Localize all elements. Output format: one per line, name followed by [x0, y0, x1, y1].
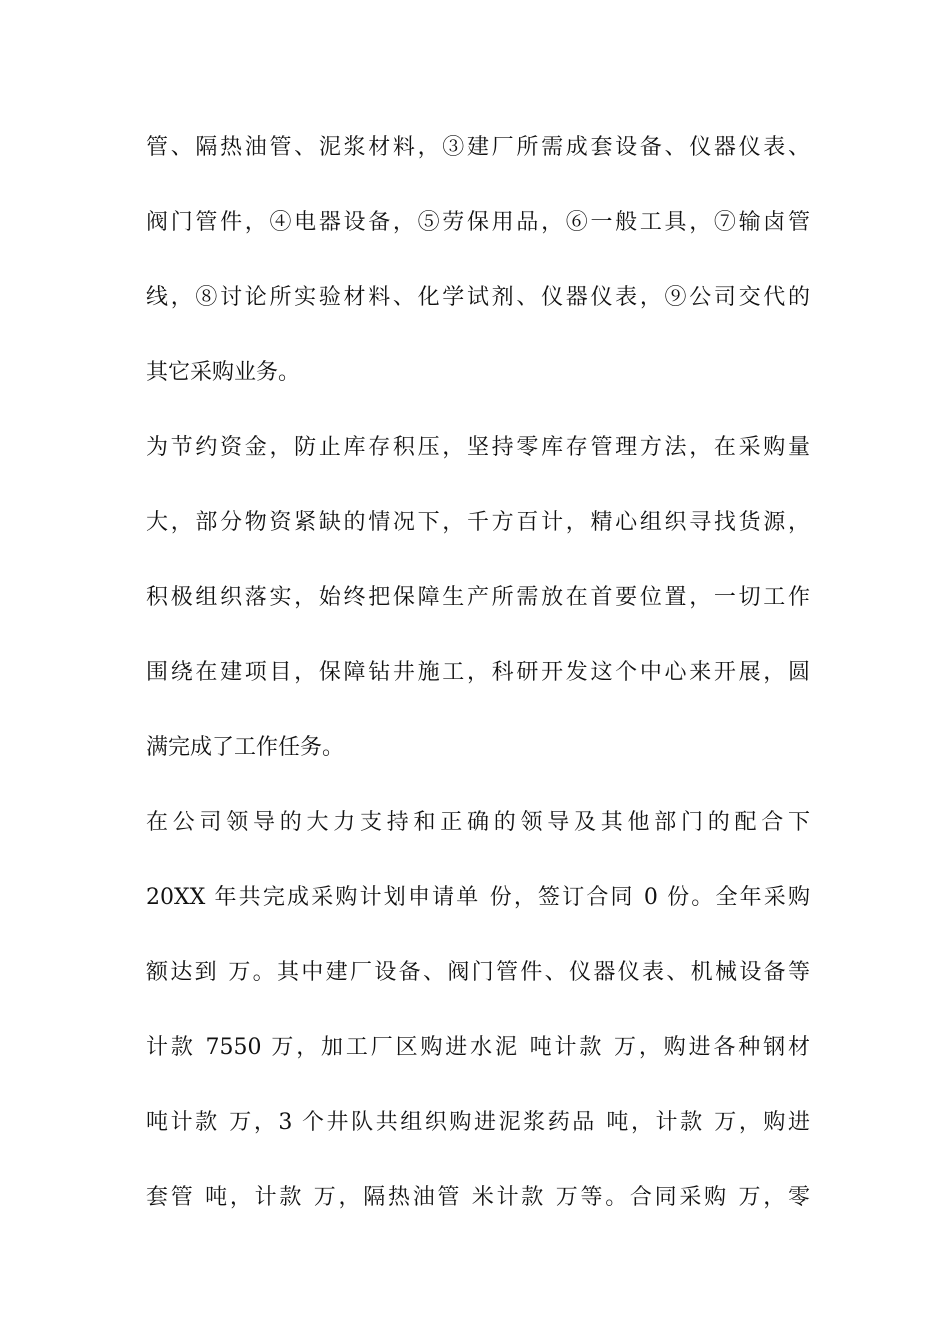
text-line: 额达到 万。其中建厂设备、阀门管件、仪器仪表、机械设备等: [146, 960, 810, 985]
text-line: 围绕在建项目，保障钻井施工，科研开发这个中心来开展，圆: [146, 660, 810, 685]
text-line: 满完成了工作任务。: [146, 735, 345, 760]
text-line: 大，部分物资紧缺的情况下，千方百计，精心组织寻找货源，: [146, 510, 810, 535]
text-line: 管、隔热油管、泥浆材料，③建厂所需成套设备、仪器仪表、: [146, 135, 810, 160]
text-line: 阀门管件，④电器设备，⑤劳保用品，⑥一般工具，⑦输卤管: [146, 210, 810, 235]
text-line: 为节约资金，防止库存积压，坚持零库存管理方法，在采购量: [146, 435, 810, 460]
text-line: 吨计款 万，3 个井队共组织购进泥浆药品 吨，计款 万，购进: [146, 1110, 810, 1135]
text-line: 20XX 年共完成采购计划申请单 份，签订合同 0 份。全年采购: [146, 885, 810, 910]
text-line: 线，⑧讨论所实验材料、化学试剂、仪器仪表，⑨公司交代的: [146, 285, 810, 310]
text-line: 套管 吨，计款 万，隔热油管 米计款 万等。合同采购 万，零: [146, 1185, 810, 1210]
text-line: 其它采购业务。: [146, 360, 301, 385]
text-line: 计款 7550 万，加工厂区购进水泥 吨计款 万，购进各种钢材: [146, 1035, 810, 1060]
text-line: 在公司领导的大力支持和正确的领导及其他部门的配合下: [146, 810, 810, 835]
text-line: 积极组织落实，始终把保障生产所需放在首要位置，一切工作: [146, 585, 810, 610]
